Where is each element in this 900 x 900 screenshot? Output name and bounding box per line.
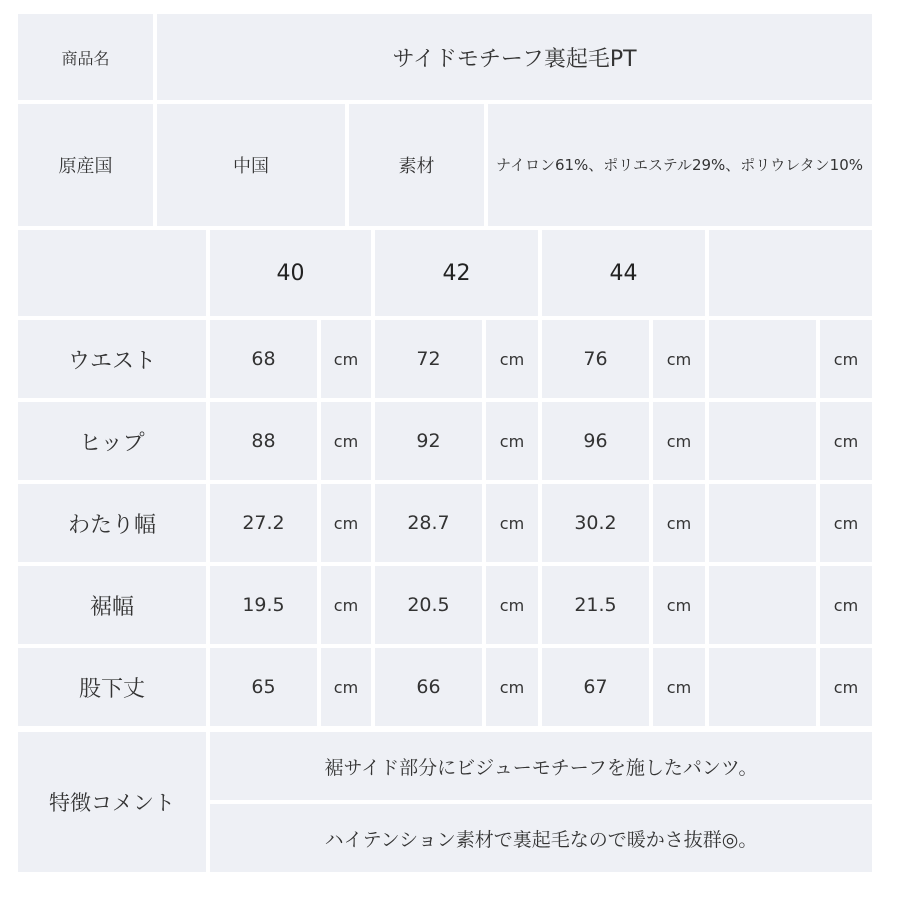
product-name-value: サイドモチーフ裏起毛PT	[157, 14, 872, 100]
size-header-corner	[18, 230, 206, 316]
origin-label: 原産国	[18, 104, 153, 226]
measurement-value: 19.5	[210, 566, 317, 644]
size-header-42: 42	[375, 230, 538, 316]
measurement-value: 76	[542, 320, 649, 398]
measurement-value	[709, 566, 816, 644]
measurement-name: ウエスト	[18, 320, 206, 398]
measurement-value	[709, 484, 816, 562]
product-name-label: 商品名	[18, 14, 153, 100]
unit-label: cm	[653, 648, 705, 726]
comment-label: 特徴コメント	[18, 732, 206, 872]
unit-label: cm	[321, 566, 371, 644]
comment-line-1: 裾サイド部分にビジューモチーフを施したパンツ。	[210, 732, 872, 800]
measurement-name: 裾幅	[18, 566, 206, 644]
unit-label: cm	[653, 484, 705, 562]
unit-label: cm	[820, 320, 872, 398]
measurement-value: 72	[375, 320, 482, 398]
unit-label: cm	[321, 648, 371, 726]
unit-label: cm	[653, 402, 705, 480]
unit-label: cm	[486, 648, 538, 726]
unit-label: cm	[486, 484, 538, 562]
measurement-name: わたり幅	[18, 484, 206, 562]
measurement-value: 67	[542, 648, 649, 726]
unit-label: cm	[653, 566, 705, 644]
size-header-40: 40	[210, 230, 371, 316]
unit-label: cm	[321, 484, 371, 562]
unit-label: cm	[653, 320, 705, 398]
measurement-value: 96	[542, 402, 649, 480]
measurement-value	[709, 648, 816, 726]
measurement-value: 20.5	[375, 566, 482, 644]
comment-line-2: ハイテンション素材で裏起毛なので暖かさ抜群◎。	[210, 804, 872, 872]
measurement-value	[709, 402, 816, 480]
measurement-name: 股下丈	[18, 648, 206, 726]
material-value: ナイロン61%、ポリエステル29%、ポリウレタン10%	[488, 104, 872, 226]
measurement-value: 92	[375, 402, 482, 480]
measurement-value: 68	[210, 320, 317, 398]
unit-label: cm	[820, 648, 872, 726]
measurement-value: 30.2	[542, 484, 649, 562]
measurement-value: 66	[375, 648, 482, 726]
unit-label: cm	[486, 402, 538, 480]
measurement-value: 21.5	[542, 566, 649, 644]
measurement-value: 27.2	[210, 484, 317, 562]
unit-label: cm	[321, 402, 371, 480]
measurement-value: 88	[210, 402, 317, 480]
measurement-value	[709, 320, 816, 398]
unit-label: cm	[486, 566, 538, 644]
unit-label: cm	[820, 484, 872, 562]
measurement-value: 28.7	[375, 484, 482, 562]
unit-label: cm	[820, 402, 872, 480]
measurement-value: 65	[210, 648, 317, 726]
unit-label: cm	[321, 320, 371, 398]
size-header-blank	[709, 230, 872, 316]
unit-label: cm	[820, 566, 872, 644]
material-label: 素材	[349, 104, 484, 226]
size-header-44: 44	[542, 230, 705, 316]
unit-label: cm	[486, 320, 538, 398]
origin-value: 中国	[157, 104, 345, 226]
measurement-name: ヒップ	[18, 402, 206, 480]
